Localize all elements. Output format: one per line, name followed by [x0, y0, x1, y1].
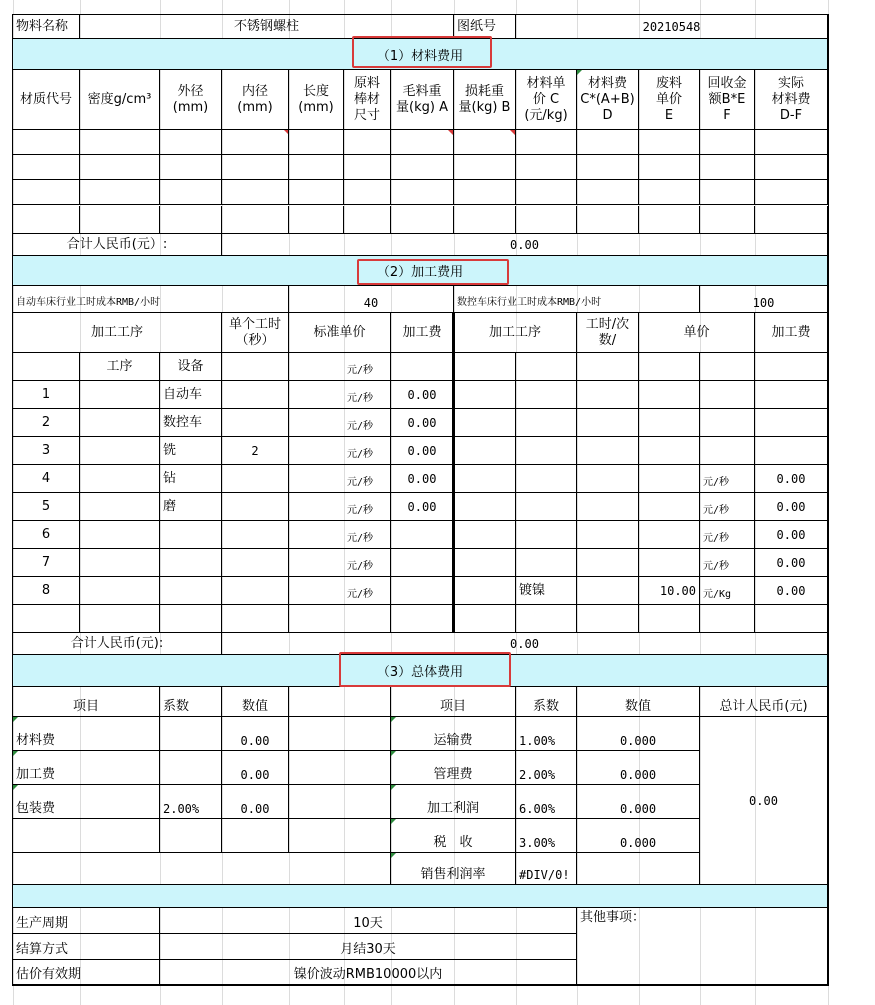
processing-fee-cell[interactable]: 0.00	[391, 465, 454, 493]
material-data-cell[interactable]	[80, 206, 160, 234]
right-unit-cell[interactable]: 元/秒	[700, 493, 755, 521]
overall-coef2-cell[interactable]: 2.00%	[516, 751, 577, 785]
right-fee-cell[interactable]: 0.00	[755, 521, 828, 549]
overall-coef-cell[interactable]	[160, 751, 222, 785]
right-fee-cell[interactable]: 0.00	[755, 577, 828, 605]
blank-cell[interactable]	[516, 605, 577, 633]
unit-time-cell[interactable]	[222, 549, 289, 577]
right-price-cell[interactable]	[639, 521, 700, 549]
step-no[interactable]: 3	[13, 437, 80, 465]
unit-time-cell[interactable]	[222, 493, 289, 521]
right-hours-cell[interactable]	[577, 549, 639, 577]
std-price-unit[interactable]: 元/秒	[344, 381, 391, 409]
overall-item2-cell: 税 收	[391, 819, 516, 853]
auto-lathe-rate-label: 自动车床行业工时成本RMB/小时	[13, 286, 289, 313]
overall-value2-cell[interactable]: 0.000	[577, 751, 700, 785]
formula-marker	[577, 70, 582, 75]
footer-label: 生产周期	[13, 908, 160, 934]
material-data-cell[interactable]	[639, 180, 700, 205]
footer-value[interactable]: 10天	[160, 908, 577, 934]
right-hours-cell[interactable]	[577, 437, 639, 465]
processing-fee-cell[interactable]: 0.00	[391, 493, 454, 521]
material-data-cell[interactable]	[13, 180, 80, 205]
material-data-cell[interactable]	[222, 155, 289, 180]
std-price-value-cell[interactable]	[289, 493, 344, 521]
material-data-cell[interactable]	[639, 130, 700, 155]
right-price-cell[interactable]	[639, 437, 700, 465]
right-unit-cell[interactable]: 元/Kg	[700, 577, 755, 605]
right-unit-cell[interactable]	[700, 409, 755, 437]
right-price-cell[interactable]	[639, 493, 700, 521]
step-no[interactable]: 2	[13, 409, 80, 437]
std-price-value-cell[interactable]	[289, 381, 344, 409]
std-price-value-cell[interactable]	[289, 549, 344, 577]
blank-cell[interactable]	[391, 605, 454, 633]
material-data-cell[interactable]	[80, 155, 160, 180]
formula-marker	[391, 717, 396, 722]
material-data-cell[interactable]	[160, 155, 222, 180]
material-data-cell[interactable]	[222, 206, 289, 234]
right-price-cell[interactable]	[639, 409, 700, 437]
right-fee-cell[interactable]	[755, 409, 828, 437]
material-data-cell[interactable]	[755, 130, 828, 155]
overall-value2-cell[interactable]: 0.000	[577, 717, 700, 751]
blank-cell[interactable]	[222, 605, 289, 633]
overall-blank-header[interactable]	[289, 687, 391, 717]
overall-item-cell: 加工费	[13, 751, 160, 785]
material-data-cell[interactable]	[700, 206, 755, 234]
equipment-cell[interactable]: 磨	[160, 493, 222, 521]
material-data-cell[interactable]	[454, 206, 516, 234]
right-process-cell[interactable]	[454, 577, 516, 605]
equipment-header: 设备	[160, 353, 222, 381]
right-process-cell[interactable]	[454, 409, 516, 437]
overall-coef2-header: 系数	[516, 687, 577, 717]
right-price-cell[interactable]	[639, 549, 700, 577]
section2-highlight-box	[357, 259, 509, 285]
equipment-cell[interactable]: 数控车	[160, 409, 222, 437]
std-price-unit[interactable]: 元/秒	[344, 493, 391, 521]
right-hours-header: 工时/次 数/	[577, 313, 639, 353]
material-data-cell[interactable]	[344, 155, 391, 180]
overall-value-cell[interactable]: 0.00	[222, 717, 289, 751]
material-data-cell[interactable]	[13, 130, 80, 155]
right-process-name[interactable]: 镀镍	[516, 577, 577, 605]
unit-time-cell[interactable]	[222, 465, 289, 493]
material-col-header-9: 材料费 C*(A+B) D	[577, 70, 639, 130]
right-hours-cell[interactable]	[577, 493, 639, 521]
material-data-cell[interactable]	[516, 206, 577, 234]
blank-cell[interactable]	[577, 605, 639, 633]
processing-fee-header: 加工费	[391, 313, 454, 353]
material-col-header-7: 损耗重 量(kg) B	[454, 70, 516, 130]
std-price-unit[interactable]: 元/秒	[344, 437, 391, 465]
right-fee-cell[interactable]	[755, 381, 828, 409]
overall-blank-cell[interactable]	[289, 751, 391, 785]
step-no[interactable]: 4	[13, 465, 80, 493]
overall-value-cell[interactable]: 0.00	[222, 785, 289, 819]
right-process-cell[interactable]	[454, 493, 516, 521]
unit-time-cell[interactable]	[222, 353, 289, 381]
formula-marker	[391, 819, 396, 824]
formula-marker	[391, 853, 396, 858]
std-price-unit[interactable]: 元/秒	[344, 465, 391, 493]
right-process-header: 加工工序	[454, 313, 577, 353]
overall-blank-cell[interactable]	[289, 785, 391, 819]
grid-column-line	[828, 0, 829, 1005]
right-unit-cell[interactable]	[700, 437, 755, 465]
std-price-value-cell[interactable]	[289, 465, 344, 493]
material-data-cell[interactable]	[391, 130, 454, 155]
processing-fee-cell[interactable]	[391, 353, 454, 381]
material-data-cell[interactable]	[755, 180, 828, 205]
material-data-cell[interactable]	[700, 155, 755, 180]
drawing-no-label: 图纸号	[454, 15, 516, 39]
overall-value-header: 数值	[222, 687, 289, 717]
material-col-header-5: 原料 棒材 尺寸	[344, 70, 391, 130]
drawing-no-value[interactable]: 20210548	[516, 15, 828, 39]
overall-item-cell: 材料费	[13, 717, 160, 751]
material-col-header-10: 废料 单价 E	[639, 70, 700, 130]
material-data-cell[interactable]	[289, 206, 344, 234]
equipment-cell[interactable]	[160, 521, 222, 549]
right-unit-cell[interactable]: 元/秒	[700, 549, 755, 577]
material-col-header-0: 材质代号	[13, 70, 80, 130]
equipment-cell[interactable]: 自动车	[160, 381, 222, 409]
overall-item2-cell: 销售利润率	[391, 853, 516, 885]
overall-value2-cell[interactable]	[577, 853, 700, 885]
right-process-cell[interactable]	[454, 465, 516, 493]
step-cell[interactable]	[80, 437, 160, 465]
material-data-cell[interactable]	[577, 130, 639, 155]
processing-fee-cell[interactable]: 0.00	[391, 381, 454, 409]
step-cell[interactable]	[80, 465, 160, 493]
formula-marker	[13, 717, 18, 722]
material-data-cell[interactable]	[222, 180, 289, 205]
step-no-cell[interactable]	[13, 353, 80, 381]
material-data-cell[interactable]	[577, 155, 639, 180]
right-fee-cell[interactable]	[755, 353, 828, 381]
material-data-cell[interactable]	[13, 206, 80, 234]
equipment-cell[interactable]	[160, 549, 222, 577]
blank-cell[interactable]	[639, 605, 700, 633]
material-data-cell[interactable]	[160, 180, 222, 205]
right-process-name[interactable]	[516, 521, 577, 549]
overall-blank-cell[interactable]	[289, 717, 391, 751]
formula-marker	[391, 785, 396, 790]
material-col-header-12: 实际 材料费 D-F	[755, 70, 828, 130]
material-col-header-1: 密度g/cm³	[80, 70, 160, 130]
right-price-cell[interactable]: 10.00	[639, 577, 700, 605]
overall-item2-cell: 加工利润	[391, 785, 516, 819]
formula-marker	[391, 751, 396, 756]
formula-marker	[13, 751, 18, 756]
std-price-unit[interactable]: 元/秒	[344, 521, 391, 549]
right-process-cell[interactable]	[454, 549, 516, 577]
material-data-cell[interactable]	[289, 180, 344, 205]
material-data-cell[interactable]	[577, 180, 639, 205]
cnc-rate-label: 数控车床行业工时成本RMB/小时	[454, 286, 700, 313]
right-hours-cell[interactable]	[577, 521, 639, 549]
overall-empty-cell[interactable]	[289, 819, 391, 853]
formula-marker	[13, 785, 18, 790]
right-process-cell[interactable]	[454, 381, 516, 409]
equipment-cell[interactable]: 钻	[160, 465, 222, 493]
std-price-value-cell[interactable]	[289, 521, 344, 549]
material-data-cell[interactable]	[344, 180, 391, 205]
material-data-cell[interactable]	[516, 155, 577, 180]
std-price-value-cell[interactable]	[289, 353, 344, 381]
material-data-cell[interactable]	[755, 155, 828, 180]
material-data-cell[interactable]	[344, 206, 391, 234]
step-no[interactable]: 1	[13, 381, 80, 409]
right-process-name[interactable]	[516, 409, 577, 437]
step-no[interactable]: 5	[13, 493, 80, 521]
material-col-header-8: 材料单 价 C (元/kg)	[516, 70, 577, 130]
right-hours-cell[interactable]	[577, 353, 639, 381]
right-hours-cell[interactable]	[577, 465, 639, 493]
material-data-cell[interactable]	[700, 130, 755, 155]
material-data-cell[interactable]	[639, 206, 700, 234]
unit-time-cell[interactable]	[222, 409, 289, 437]
step-header: 工序	[80, 353, 160, 381]
right-fee-header: 加工费	[755, 313, 828, 353]
right-price-cell[interactable]	[639, 381, 700, 409]
material-total-label: 合计人民币(元）:	[13, 234, 222, 256]
material-data-cell[interactable]	[160, 206, 222, 234]
blank-cell[interactable]	[289, 605, 391, 633]
right-process-name[interactable]	[516, 493, 577, 521]
equipment-cell[interactable]: 铣	[160, 437, 222, 465]
right-fee-cell[interactable]	[755, 437, 828, 465]
blank-cell[interactable]	[13, 605, 80, 633]
right-process-cell[interactable]	[454, 521, 516, 549]
std-price-value-cell[interactable]	[289, 577, 344, 605]
auto-lathe-rate-value[interactable]: 40	[289, 286, 454, 313]
overall-coef2-cell[interactable]: 6.00%	[516, 785, 577, 819]
std-price-value-cell[interactable]	[289, 409, 344, 437]
material-col-header-4: 长度 (mm)	[289, 70, 344, 130]
material-data-cell[interactable]	[454, 130, 516, 155]
blank-cell[interactable]	[700, 605, 755, 633]
section3-highlight-box	[339, 652, 511, 687]
std-price-header: 标准单价	[289, 313, 391, 353]
material-data-cell[interactable]	[516, 180, 577, 205]
step-cell[interactable]	[80, 521, 160, 549]
unit-time-cell[interactable]	[222, 521, 289, 549]
overall-item-header: 项目	[13, 687, 160, 717]
section-processing-cost-title[interactable]: （2）加工费用	[13, 256, 828, 286]
blank-cell[interactable]	[80, 605, 160, 633]
unit-time-cell[interactable]	[222, 381, 289, 409]
material-data-cell[interactable]	[344, 130, 391, 155]
footer-label: 结算方式	[13, 934, 160, 960]
right-hours-cell[interactable]	[577, 577, 639, 605]
overall-value2-cell[interactable]: 0.000	[577, 819, 700, 853]
processing-fee-cell[interactable]: 0.00	[391, 409, 454, 437]
right-process-name[interactable]	[516, 437, 577, 465]
right-process-name[interactable]	[516, 381, 577, 409]
overall-empty-cell[interactable]	[160, 819, 222, 853]
footer-label: 估价有效期	[13, 960, 160, 985]
std-price-unit[interactable]: 元/秒	[344, 549, 391, 577]
material-name-value[interactable]: 不锈钢螺柱	[80, 15, 454, 39]
right-unit-price-header: 单价	[639, 313, 755, 353]
material-data-cell[interactable]	[577, 206, 639, 234]
material-data-cell[interactable]	[80, 130, 160, 155]
right-unit-cell[interactable]: 元/秒	[700, 521, 755, 549]
section-overall-cost-title[interactable]: （3）总体费用	[13, 655, 828, 687]
overall-coef2-cell[interactable]: #DIV/0!	[516, 853, 577, 885]
material-total-value[interactable]: 0.00	[222, 234, 828, 256]
overall-coef-cell[interactable]: 2.00%	[160, 785, 222, 819]
overall-coef2-cell[interactable]: 3.00%	[516, 819, 577, 853]
overall-empty-cell[interactable]	[222, 819, 289, 853]
blank-cell[interactable]	[755, 605, 828, 633]
step-cell[interactable]	[80, 381, 160, 409]
material-data-cell[interactable]	[391, 155, 454, 180]
right-unit-cell[interactable]: 元/秒	[700, 465, 755, 493]
right-process-name[interactable]	[516, 465, 577, 493]
material-data-cell[interactable]	[222, 130, 289, 155]
material-data-cell[interactable]	[289, 155, 344, 180]
footer-value[interactable]: 镍价波动RMB10000以内	[160, 960, 577, 985]
right-fee-cell[interactable]: 0.00	[755, 549, 828, 577]
step-cell[interactable]	[80, 409, 160, 437]
processing-total-label: 合计人民币(元):	[13, 633, 222, 655]
overall-empty-cell[interactable]	[13, 819, 160, 853]
footer-value[interactable]: 月结30天	[160, 934, 577, 960]
right-hours-cell[interactable]	[577, 409, 639, 437]
right-process-name[interactable]	[516, 353, 577, 381]
overall-item2-header: 项目	[391, 687, 516, 717]
section-divider	[452, 313, 455, 633]
material-col-header-3: 内径 (mm)	[222, 70, 289, 130]
material-col-header-11: 回收金 额B*E F	[700, 70, 755, 130]
material-data-cell[interactable]	[391, 206, 454, 234]
material-data-cell[interactable]	[160, 130, 222, 155]
overall-coef2-cell[interactable]: 1.00%	[516, 717, 577, 751]
processing-fee-cell[interactable]	[391, 577, 454, 605]
step-cell[interactable]	[80, 577, 160, 605]
step-no[interactable]: 8	[13, 577, 80, 605]
overall-item2-cell: 运输费	[391, 717, 516, 751]
material-data-cell[interactable]	[516, 130, 577, 155]
material-col-header-6: 毛料重 量(kg) A	[391, 70, 454, 130]
processing-fee-cell[interactable]: 0.00	[391, 437, 454, 465]
material-col-header-2: 外径 (mm)	[160, 70, 222, 130]
step-cell[interactable]	[80, 493, 160, 521]
right-process-name[interactable]	[516, 549, 577, 577]
processing-total-value[interactable]: 0.00	[222, 633, 828, 655]
unit-time-cell[interactable]	[222, 577, 289, 605]
right-unit-cell[interactable]	[700, 381, 755, 409]
right-process-cell[interactable]	[454, 353, 516, 381]
right-price-cell[interactable]	[639, 465, 700, 493]
processing-fee-cell[interactable]	[391, 549, 454, 577]
cnc-rate-value[interactable]: 100	[700, 286, 828, 313]
process-header: 加工工序	[13, 313, 222, 353]
step-cell[interactable]	[80, 549, 160, 577]
overall-coef-cell[interactable]	[160, 717, 222, 751]
unit-time-header: 单个工时 （秒）	[222, 313, 289, 353]
separator-bar[interactable]	[13, 885, 828, 908]
material-data-cell[interactable]	[454, 180, 516, 205]
overall-value2-cell[interactable]: 0.000	[577, 785, 700, 819]
std-price-unit[interactable]: 元/秒	[344, 577, 391, 605]
std-price-value-cell[interactable]	[289, 437, 344, 465]
overall-value-cell[interactable]: 0.00	[222, 751, 289, 785]
processing-fee-cell[interactable]	[391, 521, 454, 549]
material-name-label: 物料名称	[13, 15, 80, 39]
grand-total-value[interactable]: 0.00	[700, 717, 828, 885]
material-data-cell[interactable]	[700, 180, 755, 205]
std-price-unit[interactable]: 元/秒	[344, 409, 391, 437]
other-notes-cell[interactable]: 其他事项：	[577, 908, 828, 985]
overall-value2-header: 数值	[577, 687, 700, 717]
material-data-cell[interactable]	[289, 130, 344, 155]
unit-time-cell[interactable]: 2	[222, 437, 289, 465]
right-fee-cell[interactable]: 0.00	[755, 465, 828, 493]
section1-highlight-box	[352, 36, 492, 68]
section-material-cost-title[interactable]: （1）材料费用	[13, 39, 828, 70]
right-hours-cell[interactable]	[577, 381, 639, 409]
material-data-cell[interactable]	[454, 155, 516, 180]
right-unit-cell[interactable]	[700, 353, 755, 381]
step-no[interactable]: 7	[13, 549, 80, 577]
right-process-cell[interactable]	[454, 437, 516, 465]
material-data-cell[interactable]	[755, 206, 828, 234]
overall-item2-cell: 管理费	[391, 751, 516, 785]
blank-cell[interactable]	[454, 605, 516, 633]
material-data-cell[interactable]	[391, 180, 454, 205]
material-data-cell[interactable]	[639, 155, 700, 180]
overall-empty-cell[interactable]	[13, 853, 391, 885]
material-data-cell[interactable]	[80, 180, 160, 205]
right-price-cell[interactable]	[639, 353, 700, 381]
right-fee-cell[interactable]: 0.00	[755, 493, 828, 521]
std-price-unit[interactable]: 元/秒	[344, 353, 391, 381]
overall-coef-header: 系数	[160, 687, 222, 717]
step-no[interactable]: 6	[13, 521, 80, 549]
blank-cell[interactable]	[160, 605, 222, 633]
overall-item-cell: 包装费	[13, 785, 160, 819]
equipment-cell[interactable]	[160, 577, 222, 605]
grand-total-header: 总计人民币(元)	[700, 687, 828, 717]
material-data-cell[interactable]	[13, 155, 80, 180]
